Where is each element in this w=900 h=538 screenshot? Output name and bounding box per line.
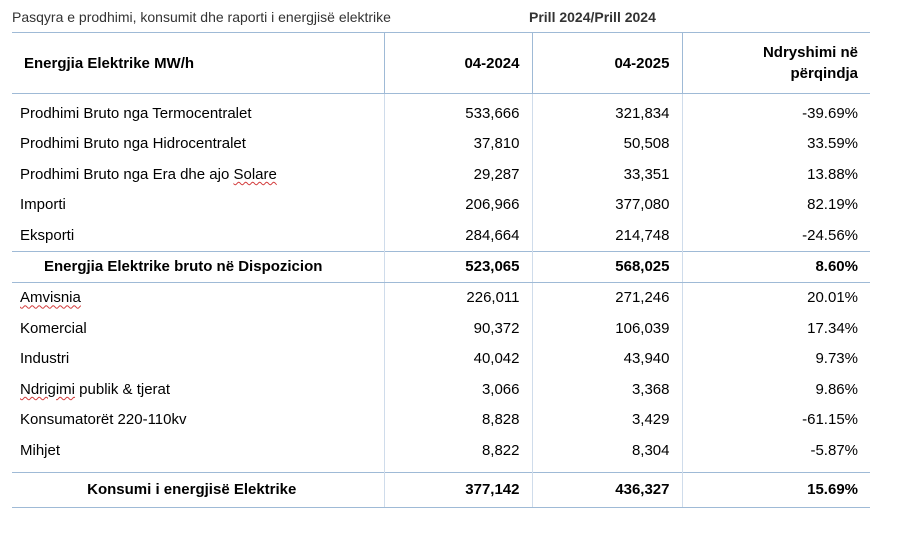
row-label: Eksporti (12, 220, 384, 251)
row-value-2025: 8,304 (532, 435, 682, 466)
header-year-2024: 04-2024 (384, 33, 532, 94)
row-label: Konsumatorët 220-110kv (12, 405, 384, 436)
row-value-2025: 50,508 (532, 129, 682, 160)
table-row (12, 405, 870, 436)
row-value-2024: 533,666 (384, 94, 532, 129)
header-year-2025: 04-2025 (532, 33, 682, 94)
row-label: Prodhimi Bruto nga Termocentralet (12, 94, 384, 129)
table-row (12, 220, 870, 251)
row-value-2025: 214,748 (532, 220, 682, 251)
subtotal-value-2024: 523,065 (384, 251, 532, 282)
row-change: -39.69% (802, 104, 858, 122)
row-change: -5.87% (810, 441, 858, 459)
energy-report-table (12, 32, 870, 508)
row-change: 17.34% (807, 319, 858, 337)
table-row (12, 313, 870, 344)
row-value-2025: 106,039 (532, 313, 682, 344)
header-change-line1: Ndryshimi në (762, 44, 858, 61)
row-value-2024: 40,042 (384, 344, 532, 375)
spellcheck-flagged-word: Amvisnia (20, 289, 81, 307)
row-value-2025: 33,351 (532, 159, 682, 190)
table-row (12, 435, 870, 466)
row-value-2024: 90,372 (384, 313, 532, 344)
row-label: Mihjet (12, 435, 384, 466)
row-label (12, 374, 384, 405)
row-label: Importi (12, 190, 384, 221)
header-change-line2: përqindja (790, 65, 858, 82)
row-value-2024: 8,828 (384, 405, 532, 436)
spellcheck-flagged-word: Solare (233, 165, 277, 183)
table-row (12, 94, 870, 129)
caption-period: Prill 2024/Prill 2024 (529, 9, 656, 25)
table-header-row (12, 33, 870, 94)
total-value-2024: 377,142 (384, 472, 532, 507)
table-row (12, 129, 870, 160)
row-value-2025: 43,940 (532, 344, 682, 375)
row-label: Komercial (12, 313, 384, 344)
row-label-text: Prodhimi Bruto nga Era dhe ajo (20, 165, 234, 183)
subtotal-value-2025: 568,025 (532, 251, 682, 282)
row-change: 33.59% (807, 135, 858, 153)
total-value-2025: 436,327 (532, 472, 682, 507)
row-change: 9.86% (815, 380, 858, 398)
row-value-2024: 3,066 (384, 374, 532, 405)
subtotal-label: Energjia Elektrike bruto në Dispozicion (12, 251, 384, 282)
row-value-2025: 271,246 (532, 282, 682, 313)
total-row (12, 472, 870, 507)
row-change: -61.15% (802, 411, 858, 429)
spellcheck-flagged-word: Ndrigimi (20, 380, 76, 398)
header-change (682, 33, 870, 94)
total-change: 15.69% (682, 472, 870, 507)
row-change: 13.88% (807, 165, 858, 183)
table-caption (12, 9, 692, 29)
row-change: 9.73% (815, 350, 858, 368)
row-value-2024: 37,810 (384, 129, 532, 160)
row-value-2024: 206,966 (384, 190, 532, 221)
row-value-2025: 321,834 (532, 94, 682, 129)
row-value-2025: 3,368 (532, 374, 682, 405)
header-label: Energjia Elektrike MW/h (12, 33, 384, 94)
row-change: 20.01% (807, 289, 858, 307)
total-label: Konsumi i energjisë Elektrike (12, 472, 384, 507)
row-label: Prodhimi Bruto nga Hidrocentralet (12, 129, 384, 160)
row-value-2024: 284,664 (384, 220, 532, 251)
table-row (12, 344, 870, 375)
row-value-2024: 8,822 (384, 435, 532, 466)
row-label (12, 282, 384, 313)
table-row (12, 159, 870, 190)
row-label: Industri (12, 344, 384, 375)
subtotal-change: 8.60% (682, 251, 870, 282)
row-label (12, 159, 384, 190)
row-value-2025: 377,080 (532, 190, 682, 221)
row-label-text: publik & tjerat (75, 380, 171, 398)
table-row (12, 190, 870, 221)
row-change: -24.56% (802, 226, 858, 244)
row-change: 82.19% (807, 196, 858, 214)
table-row (12, 374, 870, 405)
table-row (12, 282, 870, 313)
row-value-2024: 226,011 (384, 282, 532, 313)
subtotal-row (12, 251, 870, 282)
caption-title: Pasqyra e prodhimi, konsumit dhe raporti i energjisë elektrike (12, 9, 391, 25)
row-value-2025: 3,429 (532, 405, 682, 436)
row-value-2024: 29,287 (384, 159, 532, 190)
